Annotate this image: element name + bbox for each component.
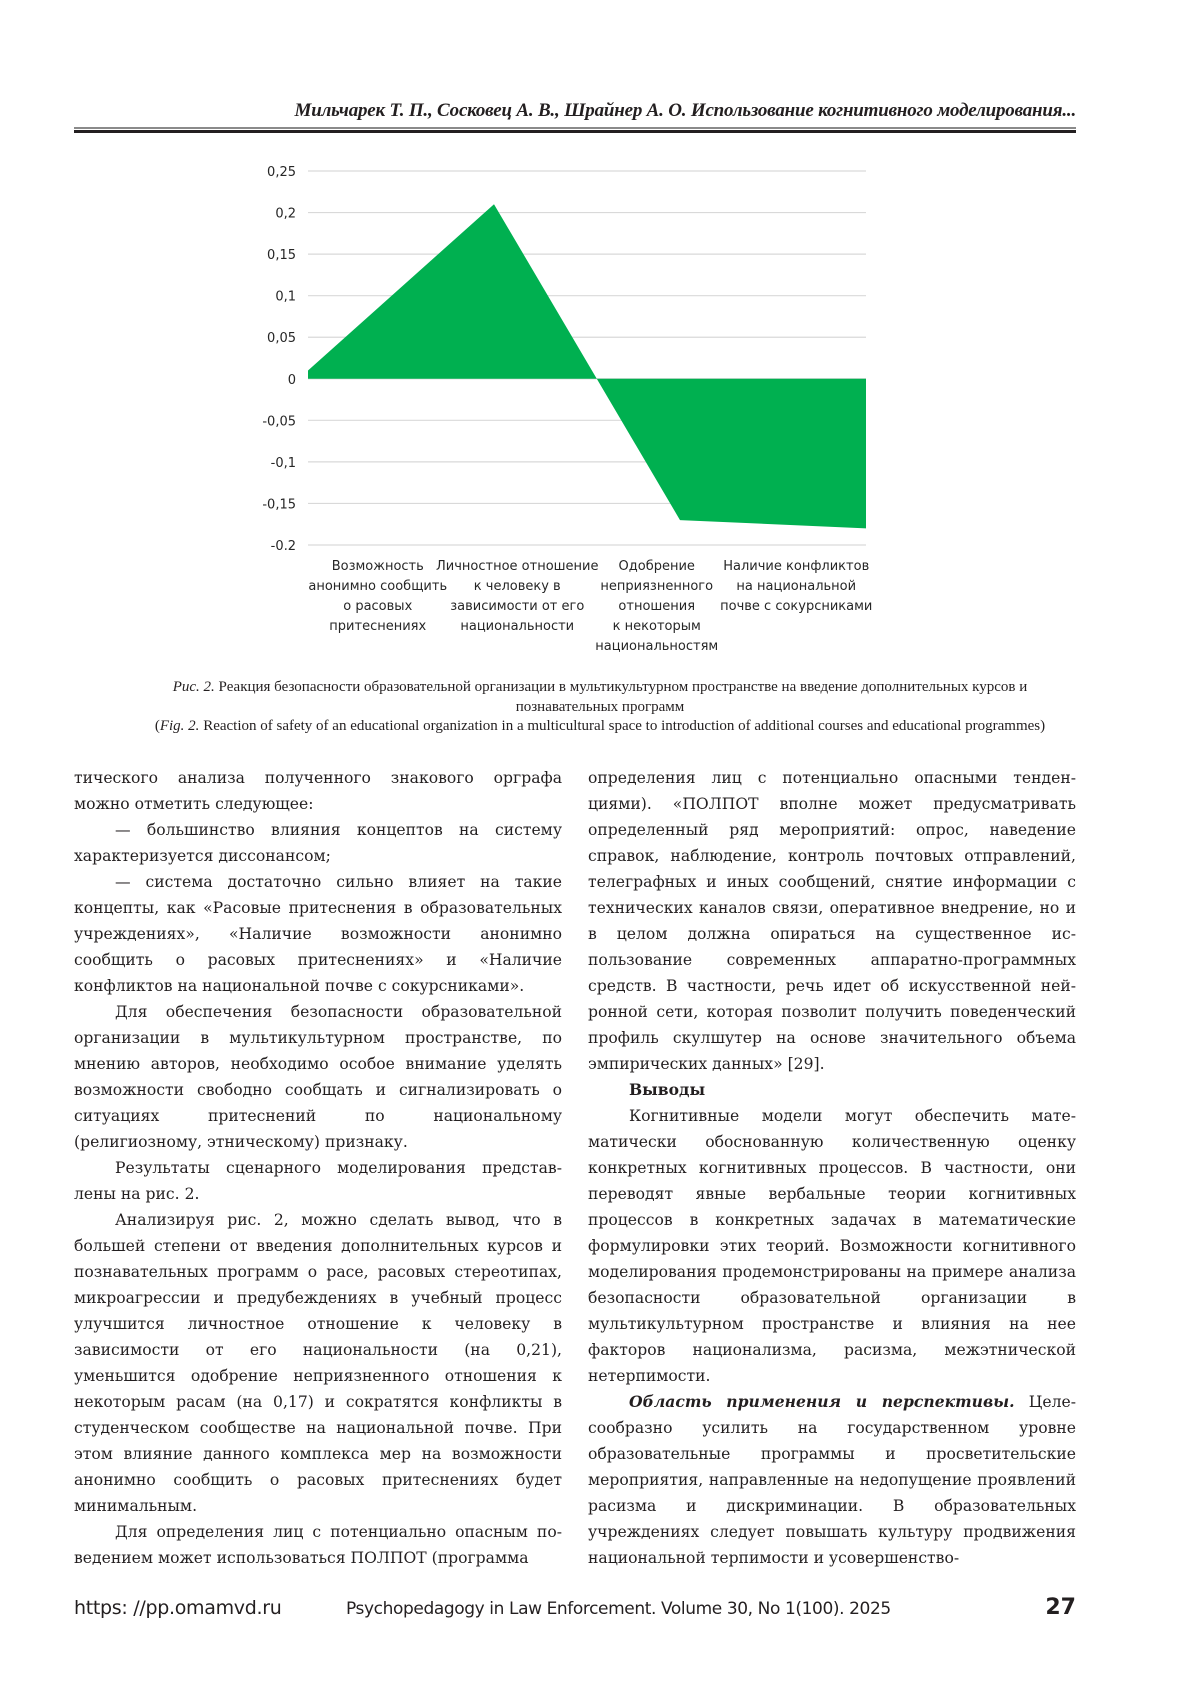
y-tick-label: 0,25 xyxy=(267,165,296,180)
caption-en-paren: ( xyxy=(154,718,160,734)
x-category-label-line: зависимости от его xyxy=(450,599,585,614)
y-tick-label: -0,2 xyxy=(270,539,296,550)
x-category-label-line: к некоторым xyxy=(612,619,701,634)
x-category-label-line: неприязненного xyxy=(600,579,714,594)
paragraph: Для обеспечения безопасности образовательной организации в мультикультурном пространстве, по мнению авторов, необходимо особое внимание уделять возможности свободно сообщать и сигнализировать о ситуациях притеснений по национальному (религиозному, этническому) признаку. xyxy=(74,1003,562,1151)
paragraph: тического анализа полученного знакового орграфа можно отметить следующее: xyxy=(74,769,562,813)
journal-url-link[interactable]: https: //pp.omamvd.ru xyxy=(74,1597,282,1619)
area-chart-svg xyxy=(230,150,970,550)
paragraph: Для определения лиц с потенциально опасным поведением может использоваться ПОЛПОТ (программа xyxy=(74,1523,562,1567)
list-item: — система достаточно сильно влияет на такие концепты, как «Расовые притеснения в образовательных учреждениях», «Наличие возможности анонимно сообщить о расовых притеснениях» и «Наличие конфликтов на национальной почве с сокурсниками». xyxy=(74,873,562,995)
paragraph: Анализируя рис. 2, можно сделать вывод, что в большей степени от введения дополнительных курсов и познавательных программ о расе, расовых стереотипах, микроагрессии и предубеждениях в учебный процесс улучшится личностное отношение к человеку в зависимости от его национальности (на 0,21), уменьшится одобрение неприязненного отношения к некоторым расам (на 0,17) и сократятся конфликты в студенческом сообществе на национальной почве. При этом влияние данного комплекса мер на возможности анонимно сообщить о расовых притеснениях будет минимальным. xyxy=(74,1211,562,1515)
paragraph xyxy=(588,1389,1076,1571)
x-category-label-line: Личностное отношение xyxy=(436,559,599,574)
list-item: — большинство влияния концептов на систему характеризуется диссонансом; xyxy=(74,821,562,865)
x-category-label-line: национальности xyxy=(460,619,575,634)
x-category-label xyxy=(706,557,886,617)
caption-ru-prefix: Рис. 2. xyxy=(172,679,215,695)
x-category-label-line: национальностям xyxy=(595,639,719,654)
y-tick-label: 0,1 xyxy=(275,289,296,305)
x-category-label-line: о расовых xyxy=(343,599,413,614)
caption-ru xyxy=(120,678,1080,717)
figure-caption xyxy=(120,678,1080,737)
x-category-label-line: на национальной xyxy=(736,579,857,594)
caption-ru-text: Реакция безопасности образовательной организации в мультикультурном пространстве на введение дополнительных курсов и познавательных программ xyxy=(214,679,1028,715)
header-rule-thick xyxy=(74,130,1076,133)
x-category-label-line: отношения xyxy=(618,599,696,614)
caption-en xyxy=(120,717,1080,737)
page-number: 27 xyxy=(1045,1595,1076,1620)
x-category-label-line: Одобрение xyxy=(618,559,695,574)
journal-citation: Psychopedagogy in Law Enforcement. Volume 30, No 1(100). 2025 xyxy=(346,1599,891,1619)
x-category-label-line: почве с сокурсниками xyxy=(720,599,873,614)
header-rule-thin xyxy=(74,127,1076,129)
figure-2-chart xyxy=(230,150,970,670)
y-tick-label: -0,05 xyxy=(262,414,296,430)
inline-heading: Область применения и перспективы. xyxy=(629,1392,1015,1411)
caption-en-text: Reaction of safety of an educational organization in a multicultural space to introduction of additional courses and educational programmes) xyxy=(199,718,1046,734)
paragraph: Когнитивные модели могут обеспечить математически обоснованную количественную оценку конкретных когнитивных процессов. В частности, они переводят явные вербальные теории когнитивных процессов в конкретных задачах в математические формулировки этих теорий. Возможности когнитивного моделирования продемонстрированы на примере анализа безопасности образовательной организации в мультикультурном пространстве и влияния на нее факторов национализма, расизма, межэтнической нетерпимости. xyxy=(588,1107,1076,1385)
x-category-label-line: анонимно сообщить xyxy=(308,579,448,594)
left-column xyxy=(74,765,562,1571)
page-footer xyxy=(74,1597,1076,1627)
running-head: Мильчарек Т. П., Сосковец А. В., Шрайнер А. О. Использование когнитивного моделирования... xyxy=(294,100,1076,121)
right-column xyxy=(588,765,1076,1571)
y-tick-label: 0,2 xyxy=(275,206,296,222)
y-tick-label: 0,05 xyxy=(267,331,296,347)
x-category-label-line: Возможность xyxy=(331,559,424,574)
x-category-label-line: к человеку в xyxy=(473,579,561,594)
paragraph-text: Целесообразно усилить на государственном уровне образовательные программы и просветительские мероприятия, направленные на недопущение проявлений расизма и дискриминации. В образовательных учреждениях следует повышать культуру продвижения национальной терпимости и усовершенство- xyxy=(588,1393,1077,1567)
paragraph: определения лиц с потенциально опасными тенденциями). «ПОЛПОТ вполне может предусматривать определенный ряд мероприятий: опрос, наведение справок, наблюдение, контроль почтовых отправлений, телеграфных и иных сообщений, снятие информации с технических каналов связи, оперативное внедрение, но и в целом должна опираться на существенное использование современных аппаратно-программных средств. В частности, речь идет об искусственной нейронной сети, которая позволит получить поведенческий профиль скулшутер на основе значительного объема эмпирических данных» [29]. xyxy=(588,769,1076,1073)
x-category-label-line: Наличие конфликтов xyxy=(723,559,870,574)
y-tick-label: -0,1 xyxy=(270,455,296,471)
area-series xyxy=(308,204,866,528)
y-tick-label: 0 xyxy=(287,372,296,388)
caption-en-prefix: Fig. 2. xyxy=(159,718,200,734)
paragraph: Результаты сценарного моделирования представлены на рис. 2. xyxy=(74,1159,562,1203)
x-category-label-line: притеснениях xyxy=(329,619,427,634)
y-tick-label: 0,15 xyxy=(267,248,296,264)
y-tick-label: -0,15 xyxy=(262,497,296,513)
section-heading-conclusions: Выводы xyxy=(629,1080,706,1099)
